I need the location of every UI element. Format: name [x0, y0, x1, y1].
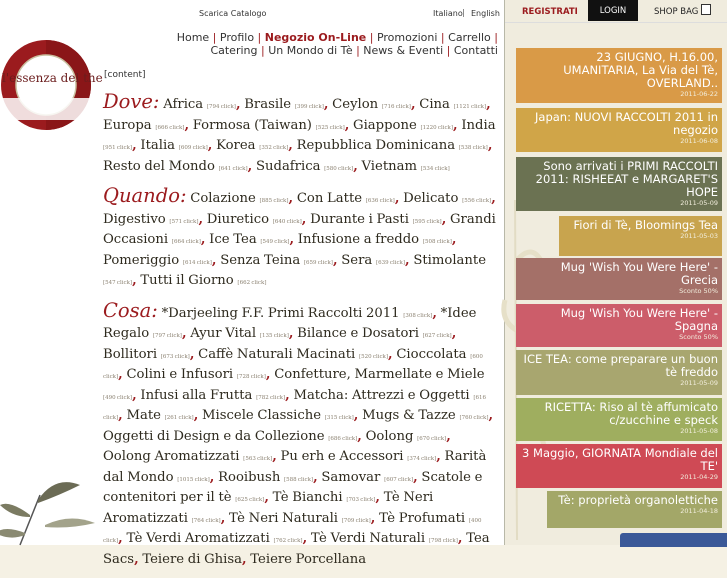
click-count: [636 click]	[365, 198, 395, 204]
news-date: 2011-06-08	[680, 137, 718, 145]
tag-separator: ,	[413, 469, 418, 485]
click-count: [399 click]	[294, 104, 324, 110]
tag-separator: ,	[132, 387, 137, 403]
news-date: 2011-04-18	[680, 507, 718, 515]
tag-separator: ,	[323, 97, 329, 112]
cloud-tag[interactable]: Resto del Mondo	[103, 158, 215, 174]
tag-separator: ,	[200, 232, 206, 247]
news-date: Sconto 50%	[679, 287, 718, 295]
cloud-tag[interactable]: Grandi Occasioni	[103, 211, 496, 247]
click-count: [534 click]	[420, 165, 450, 172]
tag-separator: ,	[184, 117, 190, 133]
cloud-tag[interactable]: Teiere di Ghisa	[142, 551, 242, 567]
news-title: 23 GIUGNO, H.16.00, UMANITARIA, La Via del Tè, OVERLAND..	[563, 50, 718, 90]
cloud-tag[interactable]: Italia	[140, 138, 176, 153]
click-count: [490 click]	[103, 394, 133, 401]
click-count: [703 click]	[346, 497, 376, 503]
news-title: RICETTA: Riso al tè affumicato c/zucchine e speck	[544, 400, 718, 427]
cloud-heading: Quando:	[103, 184, 187, 207]
cloud-tag[interactable]: Teiere Porcellana	[250, 551, 367, 567]
news-title: Fiori di Tè, Bloomings Tea	[573, 218, 718, 232]
tag-separator: ,	[118, 367, 123, 382]
click-count: [520 click]	[358, 353, 389, 360]
tag-separator: ,	[486, 97, 491, 112]
cloud-tag[interactable]: Colazione	[190, 191, 256, 206]
click-count: [762 click]	[273, 538, 303, 544]
shop-bag-link[interactable]: SHOP BAG	[654, 7, 699, 17]
click-count: [400 click]	[103, 517, 482, 544]
news-date: 2011-04-29	[680, 473, 718, 481]
logo-text: l'essenza del the	[2, 71, 103, 85]
cloud-tag[interactable]: Mugs & Tazze	[362, 408, 456, 423]
cloud-tag[interactable]: Tè Profumati	[379, 510, 466, 526]
cloud-tag[interactable]: Korea	[216, 138, 256, 153]
lang-italiano-link[interactable]: Italiano	[433, 9, 463, 18]
news-item[interactable]	[516, 304, 722, 347]
cloud-tag[interactable]: Bollitori	[103, 346, 158, 362]
news-date: 2011-05-08	[680, 427, 718, 435]
menu-separator: |	[209, 31, 220, 44]
tag-separator: ,	[118, 531, 123, 546]
tag-separator: ,	[211, 252, 217, 268]
click-count: [600 click]	[103, 353, 483, 380]
shop-bag-icon[interactable]	[701, 4, 711, 15]
tag-separator: ,	[134, 551, 139, 567]
tag-separator: ,	[193, 408, 199, 423]
click-count: [556 click]	[462, 198, 492, 204]
news-title: Tè: proprietà organolettiche	[558, 493, 718, 507]
menu-separator: |	[490, 31, 498, 44]
cloud-tag[interactable]: Mate	[126, 408, 161, 423]
news-title: Sono arrivati i PRIMI RACCOLTI 2011: RISHEEAT e MARGARET'S HOPE	[535, 159, 718, 199]
click-count: [670 click]	[417, 435, 447, 442]
news-item[interactable]	[516, 398, 722, 441]
cloud-tag[interactable]: Tè Verdi Aromatizzati	[126, 531, 270, 546]
tag-separator: ,	[247, 158, 253, 174]
click-count: [625 click]	[235, 497, 265, 503]
news-item[interactable]	[516, 157, 722, 211]
cloud-tag[interactable]: Senza Teina	[220, 252, 301, 268]
click-count: [797 click]	[152, 333, 182, 339]
tag-separator: ,	[344, 117, 350, 133]
click-count: [659 click]	[303, 259, 333, 266]
cloud-tag[interactable]: Vietnam	[361, 158, 417, 174]
cloud-tag[interactable]: Europa	[103, 117, 152, 133]
tag-separator: ,	[488, 408, 494, 423]
cloud-tag[interactable]: Colini e Infusori	[126, 367, 234, 382]
menu-item-promozioni[interactable]: Promozioni	[376, 31, 438, 44]
news-date: 2011-05-03	[680, 232, 718, 240]
click-count: [315 click]	[324, 415, 354, 421]
cloud-tag[interactable]: Confetture, Marmellate e Miele	[274, 367, 485, 382]
tag-separator: ,	[264, 490, 269, 505]
news-item[interactable]	[516, 258, 722, 300]
tag-separator: ,	[189, 346, 195, 362]
cloud-tag[interactable]: Tutti il Giorno	[140, 273, 234, 288]
tag-separator: ,	[132, 138, 137, 153]
news-title: 3 Maggio, GIORNATA Mondiale del TE'	[522, 446, 718, 473]
logo-mark	[0, 36, 96, 134]
cloud-tag[interactable]: Cina	[419, 97, 450, 112]
cloud-tag[interactable]: Brasile	[244, 97, 292, 112]
click-count: [709 click]	[341, 517, 371, 524]
cloud-tag[interactable]: Pu erh e Accessori	[280, 449, 404, 464]
menu-separator: |	[254, 31, 265, 44]
news-title: Mug 'Wish You Were Here' - Grecia	[560, 260, 718, 287]
cloud-tag[interactable]: Samovar	[321, 469, 381, 485]
cloud-tag[interactable]: Delicato	[403, 191, 459, 206]
cloud-tag[interactable]: Pomeriggio	[103, 252, 180, 268]
cloud-tag[interactable]: *Darjeeling F.F. Primi Raccolti 2011	[161, 305, 400, 321]
news-title: Mug 'Wish You Were Here' - Spagna	[560, 306, 718, 333]
tag-separator: ,	[289, 232, 295, 247]
click-count: [764 click]	[191, 517, 221, 524]
tag-separator: ,	[288, 326, 294, 341]
cloud-tag[interactable]: Stimolante	[413, 252, 487, 268]
tag-separator: ,	[285, 387, 290, 403]
click-count: [673 click]	[160, 353, 190, 360]
menu-item-home[interactable]: Home	[176, 31, 210, 44]
tag-separator: ,	[207, 138, 213, 153]
tag-separator: ,	[301, 211, 307, 227]
cloud-tag[interactable]: Miscele Classiche	[202, 408, 322, 423]
menu-separator: |	[437, 31, 449, 44]
tag-separator: ,	[313, 469, 318, 485]
cloud-tag[interactable]: Ayur Vital	[190, 326, 257, 341]
tag-separator: ,	[457, 531, 463, 546]
cloud-tag[interactable]: Scatole e contenitori per il tè	[103, 469, 483, 505]
click-count: [760 click]	[459, 415, 489, 421]
cloud-tag[interactable]: Oggetti di Design e da Collezione	[103, 428, 325, 444]
click-count: [640 click]	[272, 218, 302, 225]
menu-item-negozio-on-line[interactable]: Negozio On-Line	[264, 31, 367, 44]
click-count: [885 click]	[259, 198, 289, 204]
click-count: [595 click]	[412, 218, 442, 225]
cloud-tag[interactable]: India	[461, 117, 496, 133]
tag-separator: ,	[209, 469, 215, 485]
menu-separator: |	[443, 43, 454, 57]
news-item[interactable]	[516, 108, 722, 152]
menu-separator: |	[366, 31, 377, 44]
click-count: [538 click]	[458, 145, 488, 151]
menu-separator: |	[352, 43, 364, 57]
tag-cloud	[103, 90, 498, 578]
menu-separator: |	[257, 43, 269, 57]
tag-separator: ,	[487, 138, 493, 153]
click-count: [588 click]	[284, 476, 314, 483]
click-count: [549 click]	[260, 239, 290, 245]
tag-separator: ,	[288, 191, 294, 206]
cloud-tag[interactable]: Repubblica Dominicana	[296, 138, 456, 153]
click-count: [580 click]	[324, 165, 354, 172]
cloud-tag[interactable]: Matcha: Attrezzi e Oggetti	[293, 387, 470, 403]
cloud-tag[interactable]: Cioccolata	[396, 346, 467, 362]
click-count: [607 click]	[384, 476, 414, 483]
click-count: [627 click]	[422, 333, 452, 339]
click-count: [1220 click]	[420, 124, 454, 131]
news-date: 2011-06-22	[680, 90, 718, 98]
tag-separator: ,	[302, 531, 308, 546]
click-count: [666 click]	[155, 124, 185, 131]
click-count: [794 click]	[206, 104, 236, 110]
news-title: Japan: NUOVI RACCOLTI 2011 in negozio	[535, 110, 718, 137]
tag-separator: ,	[265, 367, 271, 382]
tag-separator: ,	[394, 191, 400, 206]
cloud-heading: Cosa:	[103, 298, 158, 322]
cloud-tag[interactable]: Infusi alla Frutta	[140, 387, 253, 403]
click-count: [782 click]	[256, 394, 286, 401]
tag-separator: ,	[241, 551, 247, 567]
tag-separator: ,	[353, 158, 358, 174]
click-count: [614 click]	[182, 259, 212, 266]
cloud-tag[interactable]: Bilance e Dosatori	[297, 326, 419, 341]
registrati-link[interactable]: REGISTRATI	[522, 7, 578, 17]
news-item[interactable]	[516, 444, 722, 488]
cloud-section	[103, 298, 498, 570]
content-tag: [content]	[104, 70, 146, 80]
tag-separator: ,	[235, 97, 241, 112]
click-count: [261 click]	[164, 415, 194, 421]
tag-separator: ,	[118, 408, 123, 423]
click-count: [563 click]	[243, 456, 273, 462]
tag-separator: ,	[453, 117, 458, 133]
tag-separator: ,	[375, 490, 380, 505]
tag-separator: ,	[357, 428, 362, 444]
scarica-catalogo-link[interactable]: Scarica Catalogo	[199, 9, 267, 18]
click-count: [525 click]	[315, 124, 345, 131]
click-count: [547 click]	[103, 280, 133, 286]
click-count: [508 click]	[422, 239, 452, 245]
cloud-tag[interactable]: Giappone	[353, 117, 417, 133]
news-item[interactable]	[516, 350, 722, 395]
news-item[interactable]	[559, 216, 722, 256]
cloud-section	[103, 90, 498, 178]
news-date: Sconto 50%	[679, 333, 718, 341]
click-count: [639 click]	[375, 259, 406, 266]
cloud-tag[interactable]: Sudafrica	[255, 158, 321, 174]
cloud-tag[interactable]: Infusione a freddo	[297, 232, 420, 247]
menu-item-profilo[interactable]: Profilo	[219, 31, 255, 44]
cloud-tag[interactable]: Tè Neri Aromatizzati	[103, 490, 434, 526]
click-count: [1015 click]	[177, 476, 210, 483]
cloud-tag[interactable]: Durante i Pasti	[310, 211, 409, 227]
click-count: [308 click]	[403, 312, 433, 319]
news-item[interactable]	[547, 491, 722, 528]
tag-separator: ,	[353, 408, 359, 423]
tag-separator: ,	[446, 428, 451, 444]
tag-separator: ,	[132, 273, 137, 288]
tag-separator: ,	[272, 449, 277, 464]
click-count: [664 click]	[171, 239, 201, 245]
click-count: [1121 click]	[453, 104, 487, 110]
tag-separator: ,	[288, 138, 293, 153]
tag-separator: ,	[388, 346, 393, 362]
tag-separator: ,	[198, 211, 204, 227]
news-item[interactable]	[516, 48, 722, 103]
tag-separator: ,	[410, 97, 416, 112]
cloud-tag[interactable]: Caffè Naturali Macinati	[198, 346, 356, 362]
main-menu	[128, 32, 498, 57]
tag-separator: ,	[451, 326, 457, 341]
click-count: [571 click]	[169, 218, 199, 225]
click-count: [352 click]	[259, 145, 289, 151]
menu-item-catering[interactable]: Catering	[210, 43, 258, 57]
cloud-tag[interactable]: Sera	[341, 252, 373, 268]
cloud-tag[interactable]: Formosa (Taiwan)	[192, 117, 312, 133]
tag-separator: ,	[436, 449, 441, 464]
news-title: ICE TEA: come preparare un buon tè freddo	[523, 352, 718, 379]
click-count: [728 click]	[236, 374, 266, 380]
tag-separator: ,	[432, 305, 437, 321]
click-count: [951 click]	[103, 145, 133, 151]
cloud-tag[interactable]: Tè Neri Naturali	[229, 510, 339, 526]
menu-item-news-eventi[interactable]: News & Eventi	[363, 43, 444, 57]
menu-item-un-mondo-di-t-[interactable]: Un Mondo di Tè	[268, 43, 353, 57]
tag-separator: ,	[332, 252, 338, 268]
click-count: [798 click]	[428, 538, 458, 544]
bamboo-decoration-left	[0, 455, 100, 545]
tag-separator: ,	[181, 326, 187, 341]
cloud-tag[interactable]: Con Latte	[296, 191, 363, 206]
cloud-tag[interactable]: Oolong	[365, 428, 414, 444]
tag-separator: ,	[370, 510, 376, 526]
cloud-tag[interactable]: Rooibush	[218, 469, 281, 485]
header-divider	[505, 22, 727, 23]
cloud-tag[interactable]: Diuretico	[206, 211, 270, 227]
cloud-tag[interactable]: Ceylon	[332, 97, 379, 112]
click-count: [374 click]	[407, 456, 437, 462]
click-count: [686 click]	[328, 435, 358, 442]
tag-separator: ,	[451, 232, 457, 247]
click-count: [662 click]	[237, 280, 267, 286]
cloud-tag[interactable]: Ice Tea	[209, 232, 257, 247]
cloud-section	[103, 184, 498, 293]
news-date: 2011-05-09	[680, 379, 718, 387]
tag-separator: ,	[220, 510, 226, 526]
cloud-tag[interactable]: Tea Sacs	[103, 531, 490, 567]
tag-separator: ,	[491, 191, 496, 206]
facebook-badge[interactable]	[620, 533, 727, 547]
menu-item-carrello[interactable]: Carrello	[448, 31, 491, 44]
click-count: [609 click]	[178, 145, 208, 151]
menu-item-contatti[interactable]: Contatti	[453, 43, 498, 57]
news-date: 2011-05-09	[680, 199, 718, 207]
tag-separator: ,	[441, 211, 447, 227]
login-button[interactable]: LOGIN	[588, 0, 638, 21]
cloud-tag[interactable]: Rarità dal Mondo	[103, 449, 487, 485]
cloud-heading: Dove:	[103, 90, 160, 113]
click-count: [641 click]	[218, 165, 248, 172]
lang-english-link[interactable]: English	[471, 9, 500, 18]
click-count: [716 click]	[381, 104, 411, 110]
cloud-tag[interactable]: Oolong Aromatizzati	[103, 449, 240, 464]
cloud-tag[interactable]: Tè Bianchi	[272, 490, 343, 505]
cloud-tag[interactable]: Africa	[163, 97, 204, 112]
cloud-tag[interactable]: Tè Verdi Naturali	[310, 531, 426, 546]
cloud-tag[interactable]: Digestivo	[103, 211, 166, 227]
lang-separator: |	[462, 8, 465, 17]
tag-separator: ,	[405, 252, 410, 268]
click-count: [135 click]	[259, 333, 289, 339]
click-count: [616 click]	[103, 394, 486, 421]
cloud-tag[interactable]: *Idee Regalo	[103, 305, 477, 341]
